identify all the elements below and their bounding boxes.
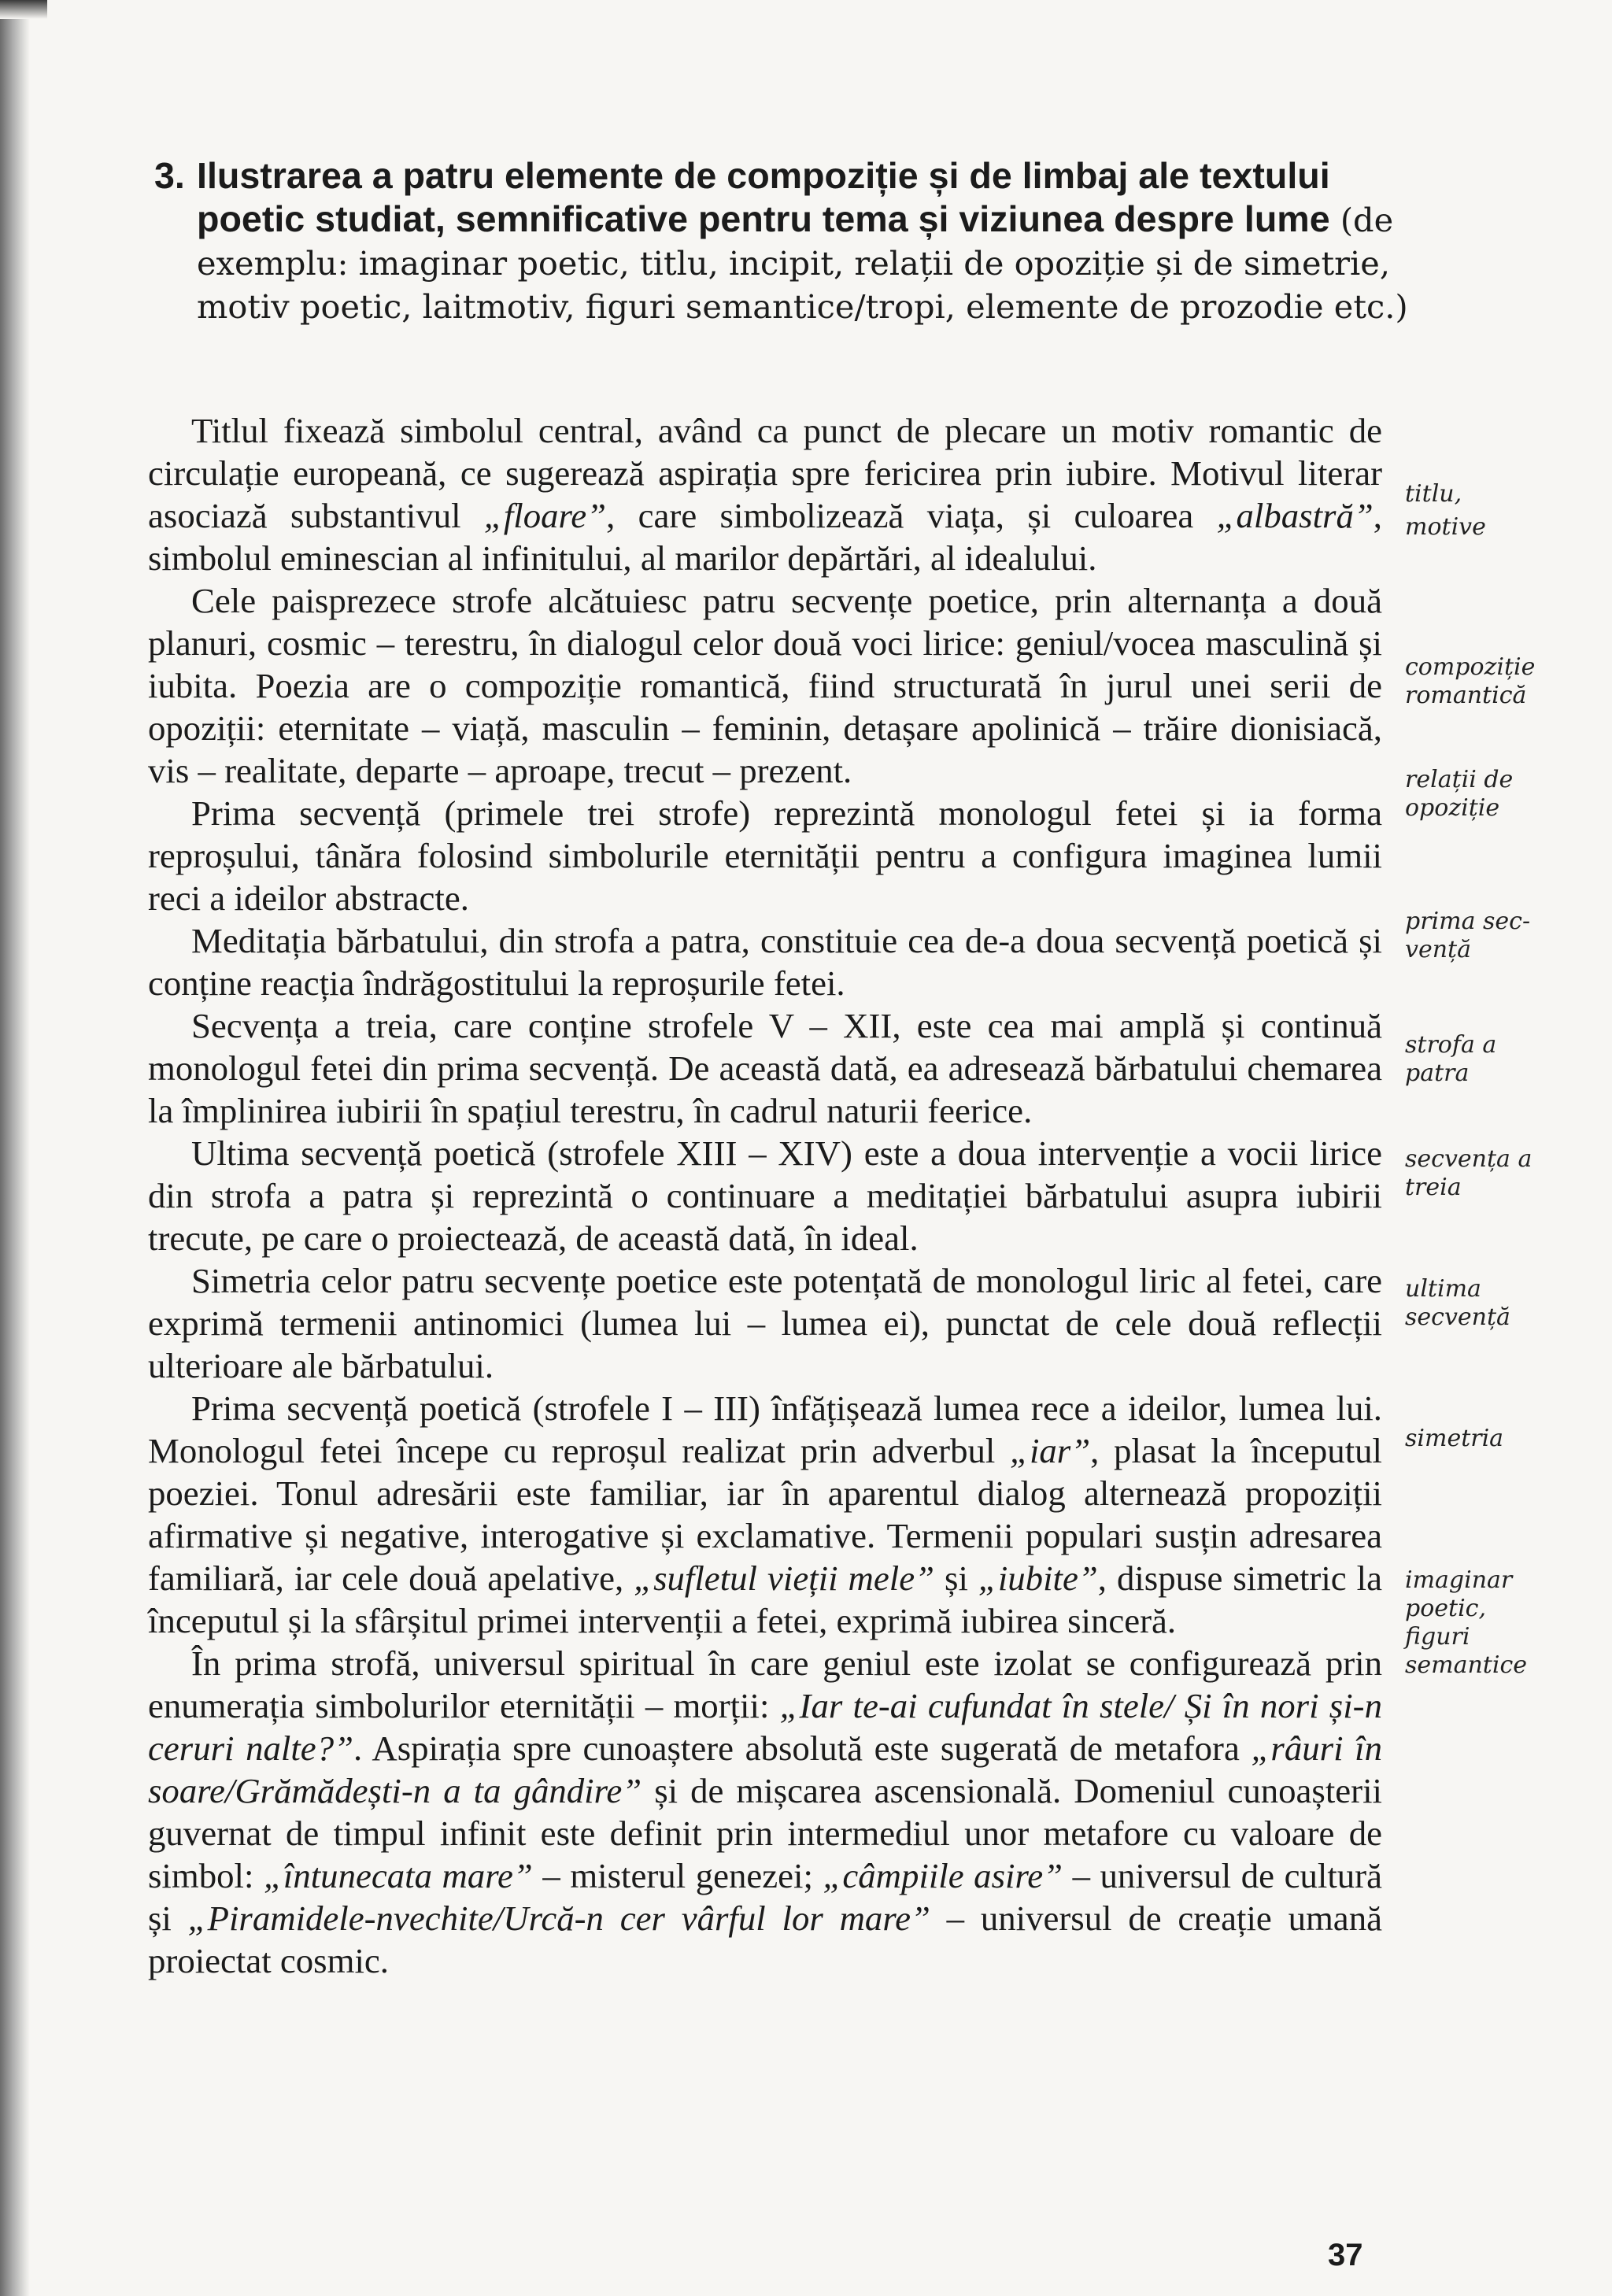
quotation: „iubite” xyxy=(978,1558,1098,1598)
paragraph: Simetria celor patru secvențe poetice este potențată de monologul liric al fetei, care exprimă termenii antinomici (lumea lui – lumea ei), punctat de cele două reflecții ulterioare ale bărbatului. xyxy=(148,1261,1382,1385)
paragraph: Meditația bărbatului, din strofa a patra, constituie cea de-a doua secvență poetică și conține reacția îndrăgostitului la reproșurile fetei. xyxy=(148,921,1382,1003)
margin-note-motive: motive xyxy=(1405,513,1486,541)
margin-note-compozitie: compoziție romantică xyxy=(1405,653,1536,709)
page-number: 37 xyxy=(1328,2238,1363,2272)
paragraph: Secvența a treia, care conține strofele V – XII, este cea mai amplă și continuă monologul fetei din prima secvență. De această dată, ea adresează bărbatului chemarea la împlinirea iubirii în spațiul terestru, în cadrul naturii feerice. xyxy=(148,1006,1382,1130)
margin-note-prima-secventa: prima sec- vență xyxy=(1405,908,1531,963)
quotation: „iar” xyxy=(1010,1431,1091,1470)
margin-note-simetria: simetria xyxy=(1405,1425,1504,1452)
paragraph: Ultima secvență poetică (strofele XIII – XIV) este a doua intervenție a vocii lirice din strofa a patra și reprezintă o continuare a meditației bărbatului asupra iubirii trecute, pe care o proiectează, de această dată, în ideal. xyxy=(148,1133,1382,1258)
paragraph: Prima secvență poetică (strofele I – III) înfățișează lumea rece a ideilor, lumea lui. Monologul fetei începe cu reproșul realizat prin adverbul „iar”, plasat la începutul poeziei. Tonul adresării este familiar, iar în aparentul dialog alternează propoziții afirmative și negative, interogative și exclamative. Termenii populari susțin adresarea familiară, iar cele două apelative, „sufletul vieții mele” și „iubite”, dispuse simetric la începutul și la sfârșitul primei intervenții a fetei, exprimă iubirea sinceră. xyxy=(148,1388,1382,1640)
quotation: „Iar te-ai cufundat în stele/ Și în nori și-n ceruri nalte?” xyxy=(148,1686,1382,1768)
quotation: „râuri în soare/Grămădești-n a ta gândire” xyxy=(148,1728,1383,1810)
body-text xyxy=(148,409,1382,1982)
margin-note-titlu: titlu, xyxy=(1405,480,1462,508)
scan-edge-shadow xyxy=(0,0,47,19)
section-number: 3. xyxy=(154,155,185,196)
margin-note-secventa-treia: secvența a treia xyxy=(1405,1145,1533,1201)
margin-note-relatii: relații de opoziție xyxy=(1405,766,1514,822)
quotation: „sufletul vieții mele” xyxy=(634,1558,935,1598)
section-heading-bold: Ilustrarea a patru elemente de compoziție și de limbaj ale textului poetic studiat, semnificative pentru tema și viziunea despre lume xyxy=(197,155,1330,239)
paragraph: Prima secvență (primele trei strofe) reprezintă monologul fetei și ia forma reproșului, tânăra folosind simbolurile eternității pentru a configura imaginea lumii reci a ideilor abstracte. xyxy=(148,793,1382,918)
margin-note-ultima: ultima secvență xyxy=(1405,1275,1510,1331)
margin-note-strofa: strofa a patra xyxy=(1405,1031,1497,1087)
paragraph: Cele paisprezece strofe alcătuiesc patru secvențe poetice, prin alternanța a două planuri, cosmic – terestru, în dialogul celor două voci lirice: geniul/vocea masculină și iubita. Poezia are o compoziție romantică, fiind structurată în jurul unei serii de opoziții: eternitate – viață, masculin – feminin, detașare apolinică – trăire dionisiacă, vis – realitate, departe – aproape, trecut – prezent. xyxy=(148,581,1382,790)
section-heading xyxy=(154,154,1433,328)
paragraph: Titlul fixează simbolul central, având ca punct de plecare un motiv romantic de circulație europeană, ce sugerează aspirația spre fericirea prin iubire. Motivul literar asociază substantivul „floare”, care simbolizează viața, și culoarea „albastră”, simbolul eminescian al infinitului, al marilor depărtări, al idealului. xyxy=(148,411,1382,578)
quotation: „câmpiile asire” xyxy=(823,1856,1063,1895)
quotation: „albastră” xyxy=(1216,496,1374,535)
quotation: „floare” xyxy=(483,496,607,535)
book-binding-shadow xyxy=(0,0,30,2296)
quotation: „Piramidele-nvechite/Urcă-n cer vârful lor mare” xyxy=(187,1899,930,1938)
margin-note-imaginar: imaginar poetic, figuri semantice xyxy=(1405,1566,1528,1679)
quotation: „întunecata mare” xyxy=(263,1856,533,1895)
section-heading-examples: (de exemplu: imaginar poetic, titlu, incipit, relații de opoziție și de simetrie, motiv poetic, laitmotiv, figuri semantice/tropi, elemente de prozodie etc.) xyxy=(197,201,1408,326)
paragraph: În prima strofă, universul spiritual în care geniul este izolat se configurează prin enumerația simbolurilor eternității – morții: „Iar te-ai cufundat în stele/ Și în nori și-n ceruri nalte?”. Aspirația spre cunoaștere absolută este sugerată de metafora „râuri în soare/Grămădești-n a ta gândire” și de mișcarea ascensională. Domeniul cunoașterii guvernat de timpul infinit este definit prin intermediul unor metafore cu valoare de simbol: „întunecata mare” – misterul genezei; „câmpiile asire” – universul de cultură și „Piramidele-nvechite/Urcă-n cer vârful lor mare” – universul de creație umană proiectat cosmic. xyxy=(148,1643,1383,1980)
